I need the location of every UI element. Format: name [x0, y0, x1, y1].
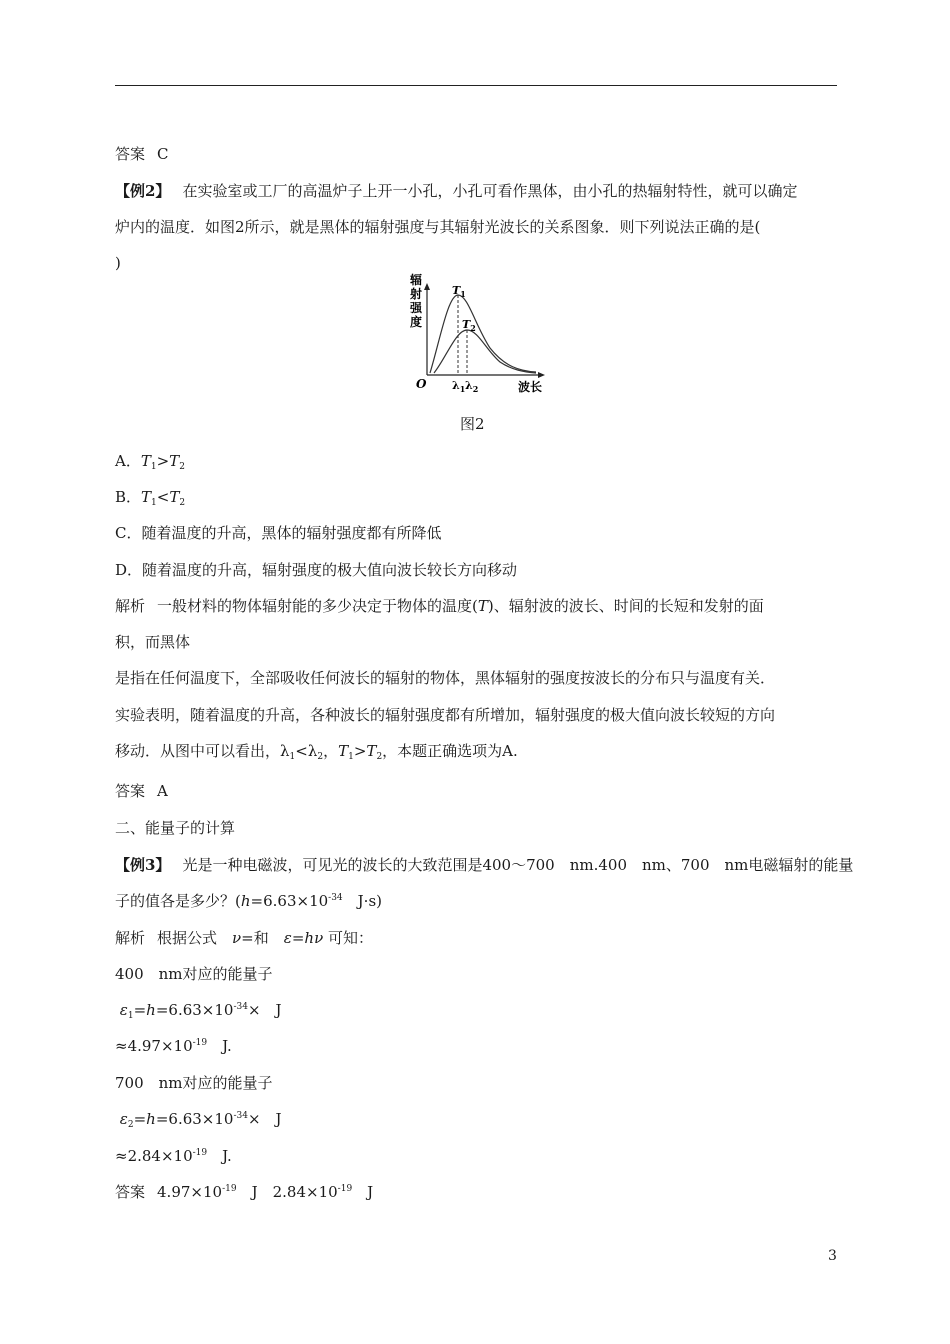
analysis2-line2: 积，而黑体 — [115, 633, 191, 651]
xlabel: 波长 — [518, 380, 543, 394]
analysis3-text1a: 根据公式 — [157, 929, 218, 947]
blackbody-figure — [400, 270, 560, 400]
analysis2-line3: 是指在任何温度下，全部吸收任何波长的辐射的物体，黑体辐射的强度按波长的分布只与温度有关． — [115, 669, 776, 687]
example2-text1: 在实验室或工厂的高温炉子上开一小孔，小孔可看作黑体，由小孔的热辐射特性，就可以确定 — [182, 182, 798, 200]
example2-text2: 炉内的温度．如图2所示，就是黑体的辐射强度与其辐射光波长的关系图象．则下列说法正确的是( — [115, 218, 761, 236]
page-number: 3 — [828, 1248, 837, 1264]
analysis3-line1: 解析 根据公式 ν=和 ε=hν 可知： — [115, 929, 373, 947]
example2-line1 — [115, 181, 797, 201]
approx2-line — [115, 1146, 232, 1166]
ylabel-char-3: 强 — [410, 301, 423, 315]
lambda2-label: $\lambda_2$ — [465, 379, 479, 394]
exponent: -19 — [337, 1184, 353, 1194]
option-b-prefix: B． — [115, 488, 142, 506]
analysis2-text1a: 一般材料的物体辐射能的多少决定于物体的温度( — [157, 597, 478, 615]
example2-line3 — [115, 253, 121, 273]
answer-value: A — [157, 782, 168, 800]
approx1-unit: J. — [207, 1037, 232, 1055]
approx2-unit: J. — [207, 1147, 232, 1165]
analysis3-text1c: = — [291, 929, 305, 947]
approx2-value: ≈2.84×10 — [115, 1147, 193, 1165]
answer-value-2: 2.84×10 — [272, 1183, 338, 1201]
line-400nm: 400 nm对应的能量子 — [115, 965, 273, 983]
option-c: C．随着温度的升高，黑体的辐射强度都有所降低 — [115, 524, 442, 542]
example3-line2: 子的值各是多少？($h=6.63\times 10^{-34}$ J·s) — [115, 892, 382, 910]
option-b: B．$T_1<T_2$ — [115, 488, 186, 508]
example3-text2a: 子的值各是多少？( — [115, 892, 241, 910]
eps1-unit: × J — [247, 1001, 282, 1019]
section-heading: 二、能量子的计算 — [115, 819, 236, 837]
answer-c-line — [115, 144, 169, 164]
t2-label: $T_2$ — [462, 318, 476, 333]
answer-label: 答案 — [115, 145, 146, 163]
analysis-label: 解析 — [115, 597, 146, 615]
eps2-value: =6.63×10 — [155, 1110, 234, 1128]
blackbody-graph — [400, 270, 560, 400]
t1-label: $T_1$ — [452, 284, 466, 299]
exponent: -34 — [328, 893, 343, 903]
ylabel-char-1: 辐 — [410, 273, 423, 287]
example3-text2b: =6.63×10 — [250, 892, 329, 910]
approx1-value: ≈4.97×10 — [115, 1037, 193, 1055]
answer-value: C — [157, 145, 169, 163]
answer-label: 答案 — [115, 1183, 146, 1201]
curve-t1 — [430, 295, 536, 373]
eps1-value: =6.63×10 — [155, 1001, 234, 1019]
example3-text1: 光是一种电磁波，可见光的波长的大致范围是400～700 nm.400 nm、700 nm电磁辐射的能量 — [182, 856, 854, 874]
analysis2-text1b: )、辐射波的波长、时间的长短和发射的面 — [487, 597, 764, 615]
example2-text3: ) — [115, 254, 121, 272]
analysis3-text1d: 可知： — [327, 929, 373, 947]
header-rule — [115, 85, 837, 86]
ylabel-char-4: 度 — [410, 315, 423, 329]
example3-text2c: J·s) — [342, 892, 382, 910]
analysis2-text5b: ，本题正确选项为A. — [382, 742, 518, 760]
example3-line1 — [115, 855, 853, 875]
eps2-line: $\varepsilon_2=h=6.63\times 10^{-34}\times$ J — [119, 1110, 282, 1130]
curve-t2 — [434, 330, 536, 373]
example2-tag: 【例2】 — [115, 182, 171, 200]
example3-tag: 【例3】 — [115, 856, 171, 874]
x-axis-arrow — [538, 372, 545, 378]
exponent: -34 — [233, 1111, 248, 1121]
origin-label: O — [416, 377, 427, 391]
lambda1-label: $\lambda_1$ — [452, 379, 466, 394]
analysis3-text1b: =和 — [241, 929, 269, 947]
eps1-line: $\varepsilon_1=h=6.63\times 10^{-34}\times$ J — [119, 1001, 282, 1021]
exponent: -19 — [192, 1148, 208, 1158]
example2-line2 — [115, 217, 760, 237]
option-a-prefix: A． — [115, 452, 141, 470]
answer-value-1: 4.97×10 — [157, 1183, 223, 1201]
answer-a-line — [115, 781, 168, 801]
exponent: -19 — [222, 1184, 237, 1194]
approx1-line — [115, 1036, 232, 1056]
eps2-unit: × J — [247, 1110, 282, 1128]
option-d: D．随着温度的升高，辐射强度的极大值向波长较长方向移动 — [115, 561, 518, 579]
answer-label: 答案 — [115, 782, 146, 800]
answer-unit-2: J — [352, 1183, 374, 1201]
option-a: A．$T_1>T_2$ — [115, 452, 185, 472]
analysis-label: 解析 — [115, 929, 146, 947]
line-700nm: 700 nm对应的能量子 — [115, 1074, 273, 1092]
exponent: -34 — [233, 1002, 248, 1012]
exponent: -19 — [192, 1038, 208, 1048]
analysis2-line4: 实验表明，随着温度的升高，各种波长的辐射强度都有所增加，辐射强度的极大值向波长较短的方向 — [115, 706, 776, 724]
y-axis-arrow — [424, 283, 430, 290]
answer-unit-1: J — [236, 1183, 258, 1201]
analysis2-line1: 解析 一般材料的物体辐射能的多少决定于物体的温度(T)、辐射波的波长、时间的长短和发射的面 — [115, 597, 764, 615]
figure-caption: 图2 — [460, 415, 485, 433]
analysis2-text5a: 移动．从图中可以看出， — [115, 742, 281, 760]
analysis2-line5: 移动．从图中可以看出，$\lambda_1<\lambda_2$，$T_1>T_2$，本题正确选项为A. — [115, 742, 518, 762]
answer3-line — [115, 1182, 373, 1202]
ylabel-char-2: 射 — [410, 287, 423, 301]
